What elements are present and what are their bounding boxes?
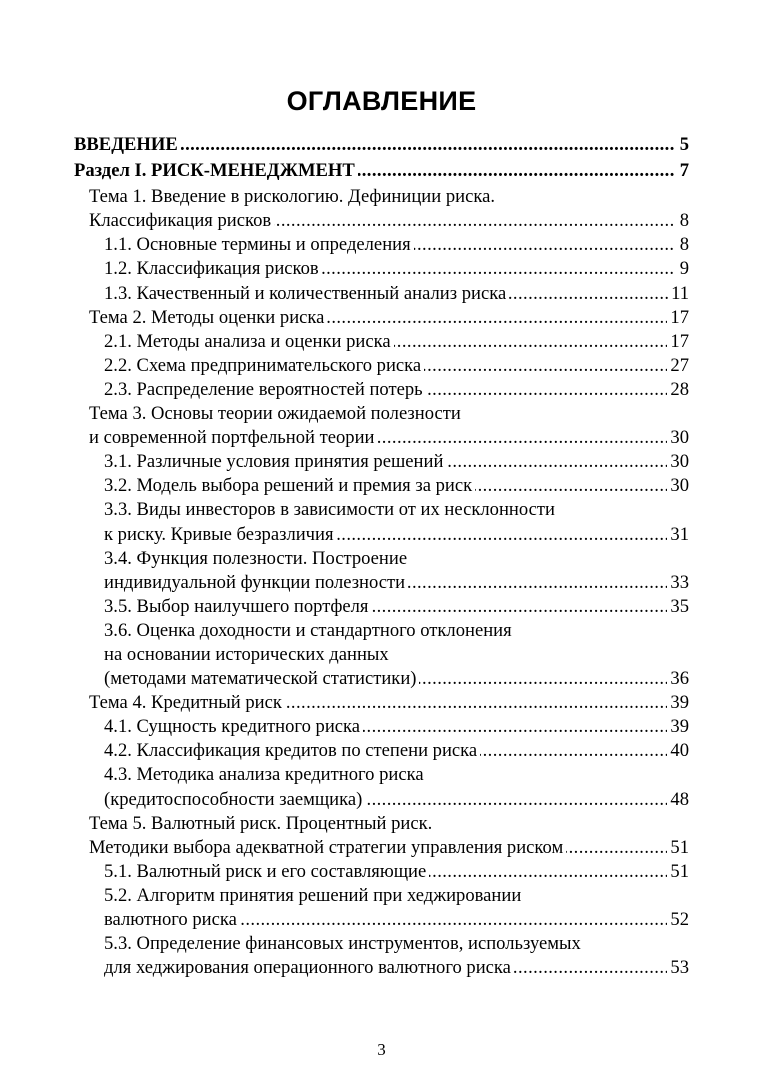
toc-page-number: 51 bbox=[667, 836, 689, 860]
toc-entry bbox=[0, 133, 763, 157]
toc-page-number: 36 bbox=[667, 667, 689, 691]
toc-page-number: 39 bbox=[667, 715, 689, 739]
toc-page-number: 40 bbox=[667, 739, 689, 763]
toc-entry bbox=[0, 450, 763, 474]
toc-entry bbox=[0, 739, 763, 763]
toc-page-number: 30 bbox=[667, 450, 689, 474]
toc-entry-title: 1.2. Классификация рисков bbox=[104, 257, 322, 281]
toc-entry bbox=[0, 667, 763, 691]
toc-entry-title: 2.3. Распределение вероятностей потерь bbox=[104, 378, 426, 402]
toc-entry-title: Раздел I. РИСК-МЕНЕДЖМЕНТ bbox=[74, 159, 358, 183]
toc-page-number: 11 bbox=[668, 282, 689, 306]
toc-entry-title: Тема 4. Кредитный риск bbox=[89, 691, 285, 715]
toc-entry-title: и современной портфельной теории bbox=[89, 426, 378, 450]
toc-entry bbox=[0, 378, 763, 402]
toc-entry-title: 5.1. Валютный риск и его составляющие bbox=[104, 860, 429, 884]
toc-entry-title: Тема 3. Основы теории ожидаемой полезности bbox=[89, 402, 464, 426]
toc-entry bbox=[0, 956, 763, 980]
toc-entry-title: (кредитоспособности заемщика) bbox=[104, 788, 365, 812]
toc-entry-title: 3.6. Оценка доходности и стандартного отклонения bbox=[104, 619, 515, 643]
toc-entry bbox=[0, 523, 763, 547]
toc-page-number: 30 bbox=[667, 426, 689, 450]
toc-entry bbox=[0, 788, 763, 812]
toc-page-number: 48 bbox=[667, 788, 689, 812]
toc-entry bbox=[0, 691, 763, 715]
toc-entry-title: 1.3. Качественный и количественный анализ риска bbox=[104, 282, 509, 306]
toc-entry-title: индивидуальной функции полезности bbox=[104, 571, 408, 595]
toc-entry bbox=[0, 306, 763, 330]
toc-entry-title: 2.1. Методы анализа и оценки риска bbox=[104, 330, 394, 354]
toc-entry bbox=[0, 595, 763, 619]
toc-entry bbox=[0, 571, 763, 595]
toc-entry-title: 2.2. Схема предпринимательского риска bbox=[104, 354, 424, 378]
toc-entry-title: Тема 2. Методы оценки риска bbox=[89, 306, 327, 330]
toc-entry-title: 4.2. Классификация кредитов по степени риска bbox=[104, 739, 480, 763]
toc-entry-line bbox=[0, 402, 763, 426]
toc-entry-line bbox=[0, 619, 763, 643]
toc-entry-title: 5.2. Алгоритм принятия решений при хеджировании bbox=[104, 884, 524, 908]
toc-entry-title: на основании исторических данных bbox=[104, 643, 392, 667]
toc-entry bbox=[0, 209, 763, 233]
toc-entry bbox=[0, 908, 763, 932]
toc-entry bbox=[0, 836, 763, 860]
toc-entry bbox=[0, 330, 763, 354]
toc-entry-line bbox=[0, 932, 763, 956]
toc-page-number: 53 bbox=[667, 956, 689, 980]
toc-entry-line bbox=[0, 643, 763, 667]
toc-entry-title: 1.1. Основные термины и определения bbox=[104, 233, 414, 257]
toc-page-number: 28 bbox=[667, 378, 689, 402]
toc-entry-title: для хеджирования операционного валютного риска bbox=[104, 956, 514, 980]
toc-page-number: 31 bbox=[667, 523, 689, 547]
toc-page-number: 33 bbox=[667, 571, 689, 595]
page-number: 3 bbox=[377, 1040, 386, 1059]
toc-page-number: 5 bbox=[677, 133, 689, 157]
toc-page-number: 17 bbox=[667, 306, 689, 330]
toc-entry-title: 5.3. Определение финансовых инструментов, используемых bbox=[104, 932, 584, 956]
toc-page-number: 7 bbox=[677, 159, 689, 183]
toc-entry bbox=[0, 474, 763, 498]
toc-entry bbox=[0, 354, 763, 378]
toc-entry-title: Классификация рисков bbox=[89, 209, 274, 233]
toc-entry-title: Тема 5. Валютный риск. Процентный риск. bbox=[89, 812, 435, 836]
toc-page-number: 27 bbox=[667, 354, 689, 378]
toc-page-number: 30 bbox=[667, 474, 689, 498]
toc-entry-line bbox=[0, 884, 763, 908]
toc-entry-line bbox=[0, 185, 763, 209]
toc-entry bbox=[0, 860, 763, 884]
toc-page-number: 8 bbox=[677, 209, 689, 233]
toc-page-number: 39 bbox=[667, 691, 689, 715]
toc-entry bbox=[0, 159, 763, 183]
toc-page-number: 51 bbox=[667, 860, 689, 884]
toc-entry-title: ВВЕДЕНИЕ bbox=[74, 133, 181, 157]
toc-entry-title: 3.1. Различные условия принятия решений bbox=[104, 450, 446, 474]
toc-entry bbox=[0, 257, 763, 281]
toc-entry-title: к риску. Кривые безразличия bbox=[104, 523, 337, 547]
toc-entry-title: Тема 1. Введение в рискологию. Дефиниции риска. bbox=[89, 185, 498, 209]
toc-entry bbox=[0, 233, 763, 257]
toc-entry-line bbox=[0, 498, 763, 522]
toc-entry-line bbox=[0, 763, 763, 787]
page-title: ОГЛАВЛЕНИЕ bbox=[286, 86, 477, 116]
toc-entry-title: (методами математической статистики) bbox=[104, 667, 419, 691]
toc-entry-title: 3.3. Виды инвесторов в зависимости от их несклонности bbox=[104, 498, 558, 522]
toc-page-number: 9 bbox=[677, 257, 689, 281]
toc-page-number: 35 bbox=[667, 595, 689, 619]
table-of-contents bbox=[0, 133, 763, 980]
toc-entry bbox=[0, 282, 763, 306]
toc-entry-title: 3.5. Выбор наилучшего портфеля bbox=[104, 595, 371, 619]
toc-entry bbox=[0, 715, 763, 739]
toc-entry bbox=[0, 426, 763, 450]
toc-entry-title: Методики выбора адекватной стратегии управления риском bbox=[89, 836, 566, 860]
toc-entry-title: 3.4. Функция полезности. Построение bbox=[104, 547, 410, 571]
toc-entry-title: 4.3. Методика анализа кредитного риска bbox=[104, 763, 427, 787]
toc-entry-line bbox=[0, 547, 763, 571]
toc-page-number: 17 bbox=[667, 330, 689, 354]
toc-entry-title: валютного риска bbox=[104, 908, 240, 932]
toc-entry-title: 4.1. Сущность кредитного риска bbox=[104, 715, 363, 739]
toc-entry-line bbox=[0, 812, 763, 836]
toc-page-number: 8 bbox=[677, 233, 689, 257]
toc-page-number: 52 bbox=[667, 908, 689, 932]
toc-entry-title: 3.2. Модель выбора решений и премия за риск bbox=[104, 474, 475, 498]
